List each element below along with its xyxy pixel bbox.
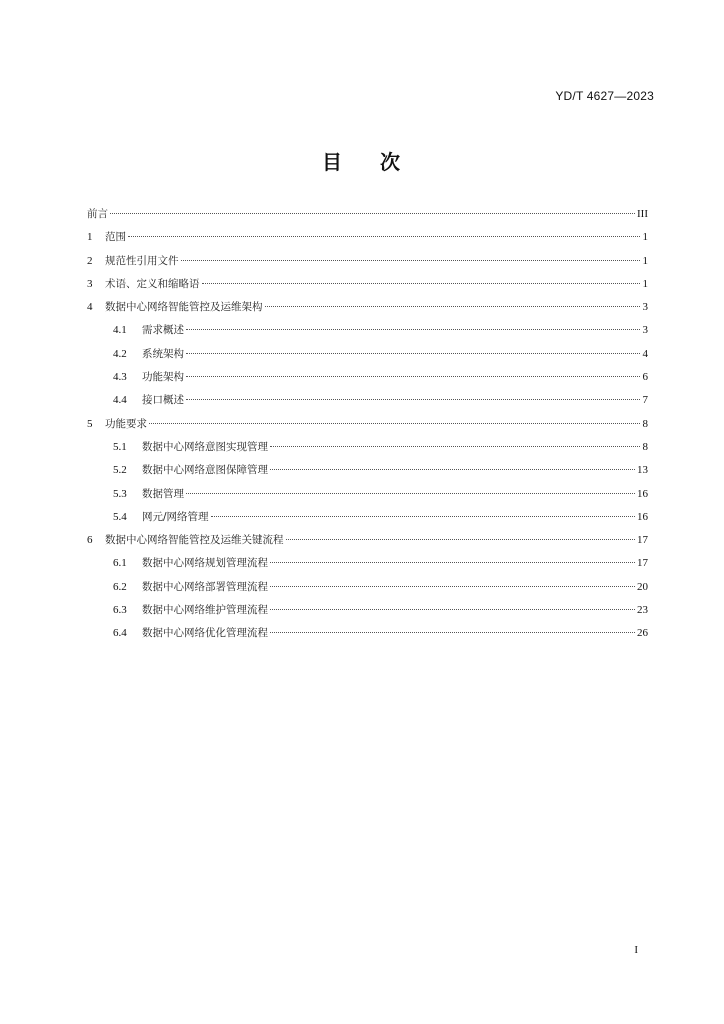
toc-entry-page: 8 xyxy=(642,417,648,430)
toc-entry-page: 16 xyxy=(637,487,648,500)
dot-leader xyxy=(186,493,635,494)
dot-leader xyxy=(186,399,640,400)
toc-entry-number: 4.2 xyxy=(113,347,127,360)
toc-entry-label: 系统架构 xyxy=(142,347,184,360)
toc-entry-label: 需求概述 xyxy=(142,324,184,337)
toc-entry-page: 3 xyxy=(642,324,648,337)
toc-subentry[interactable] xyxy=(87,345,648,368)
toc-subentry[interactable] xyxy=(87,508,648,531)
toc-subentry[interactable] xyxy=(87,624,648,647)
toc-entry-number: 4 xyxy=(87,301,93,314)
toc-entry[interactable] xyxy=(87,252,648,275)
dot-leader xyxy=(270,562,635,563)
toc-entry-number: 5.4 xyxy=(113,510,127,523)
toc-entry-page: 1 xyxy=(642,254,648,267)
dot-leader xyxy=(186,376,640,377)
toc-entry-page: 3 xyxy=(642,301,648,314)
toc-entry-number: 5.2 xyxy=(113,464,127,477)
toc-entry-label: 术语、定义和缩略语 xyxy=(105,277,200,290)
toc-entry-page: 20 xyxy=(637,580,648,593)
dot-leader xyxy=(270,632,635,633)
toc-entry-number: 4.1 xyxy=(113,324,127,337)
toc-subentry[interactable] xyxy=(87,438,648,461)
toc-entry-label: 数据中心网络智能管控及运维关键流程 xyxy=(105,534,284,547)
toc-entry-page: 23 xyxy=(637,604,648,617)
toc-entry[interactable] xyxy=(87,298,648,321)
toc-entry-label: 数据中心网络意图实现管理 xyxy=(142,440,268,453)
toc-entry-label: 数据中心网络意图保障管理 xyxy=(142,464,268,477)
dot-leader xyxy=(270,446,640,447)
toc-entry[interactable] xyxy=(87,415,648,438)
toc-entry-label: 接口概述 xyxy=(142,394,184,407)
toc-entry-page: 8 xyxy=(642,440,648,453)
toc-subentry[interactable] xyxy=(87,485,648,508)
dot-leader xyxy=(286,539,636,540)
toc-entry-number: 6 xyxy=(87,534,93,547)
toc-entry-number: 2 xyxy=(87,254,93,267)
dot-leader xyxy=(110,213,635,214)
toc-subentry[interactable] xyxy=(87,601,648,624)
toc-entry-number: 6.2 xyxy=(113,580,127,593)
dot-leader xyxy=(211,516,635,517)
page-number: I xyxy=(634,944,638,956)
toc-entry-number: 4.3 xyxy=(113,371,127,384)
dot-leader xyxy=(186,353,640,354)
toc-entry-page: 6 xyxy=(642,371,648,384)
toc-entry[interactable] xyxy=(87,531,648,554)
toc-entry-page: 17 xyxy=(637,534,648,547)
document-code: YD/T 4627—2023 xyxy=(555,89,654,103)
toc-title: 目次 xyxy=(322,150,438,174)
toc-entry-label: 范围 xyxy=(105,231,126,244)
toc-entry-label: 数据中心网络智能管控及运维架构 xyxy=(105,301,263,314)
toc-entry-page: 26 xyxy=(637,627,648,640)
dot-leader xyxy=(181,260,641,261)
toc-entry-page: 1 xyxy=(642,231,648,244)
toc-entry-page: III xyxy=(637,208,648,220)
toc-entry-page: 4 xyxy=(642,347,648,360)
dot-leader xyxy=(270,586,635,587)
toc-entry-number: 6.3 xyxy=(113,604,127,617)
toc-entry-label: 数据中心网络规划管理流程 xyxy=(142,557,268,570)
toc-subentry[interactable] xyxy=(87,391,648,414)
dot-leader xyxy=(149,423,640,424)
toc-subentry[interactable] xyxy=(87,554,648,577)
toc-entry-label: 规范性引用文件 xyxy=(105,254,179,267)
toc-entry-number: 1 xyxy=(87,231,93,244)
toc-entry[interactable] xyxy=(87,275,648,298)
toc-entry-page: 16 xyxy=(637,510,648,523)
toc-entry-number: 3 xyxy=(87,277,93,290)
table-of-contents xyxy=(87,205,648,648)
toc-subentry[interactable] xyxy=(87,321,648,344)
toc-entry-page: 7 xyxy=(642,394,648,407)
toc-subentry[interactable] xyxy=(87,461,648,484)
toc-subentry[interactable] xyxy=(87,368,648,391)
toc-entry-number: 6.4 xyxy=(113,627,127,640)
toc-entry-page: 13 xyxy=(637,464,648,477)
toc-entry-label: 数据中心网络维护管理流程 xyxy=(142,604,268,617)
dot-leader xyxy=(128,236,640,237)
dot-leader xyxy=(270,469,635,470)
toc-entry-number: 5.1 xyxy=(113,440,127,453)
toc-entry-label: 功能要求 xyxy=(105,417,147,430)
dot-leader xyxy=(265,306,641,307)
toc-entry-number: 5.3 xyxy=(113,487,127,500)
toc-entry-number: 6.1 xyxy=(113,557,127,570)
toc-entry[interactable] xyxy=(87,205,648,228)
toc-entry-label: 前言 xyxy=(87,208,108,220)
toc-subentry[interactable] xyxy=(87,578,648,601)
toc-entry-label: 数据中心网络部署管理流程 xyxy=(142,580,268,593)
toc-entry-number: 4.4 xyxy=(113,394,127,407)
toc-entry[interactable] xyxy=(87,228,648,251)
dot-leader xyxy=(202,283,641,284)
toc-entry-label: 数据管理 xyxy=(142,487,184,500)
toc-entry-page: 1 xyxy=(642,277,648,290)
toc-entry-label: 网元/网络管理 xyxy=(142,510,209,523)
dot-leader xyxy=(186,329,640,330)
dot-leader xyxy=(270,609,635,610)
toc-entry-label: 数据中心网络优化管理流程 xyxy=(142,627,268,640)
toc-entry-number: 5 xyxy=(87,417,93,430)
toc-entry-page: 17 xyxy=(637,557,648,570)
toc-entry-label: 功能架构 xyxy=(142,371,184,384)
